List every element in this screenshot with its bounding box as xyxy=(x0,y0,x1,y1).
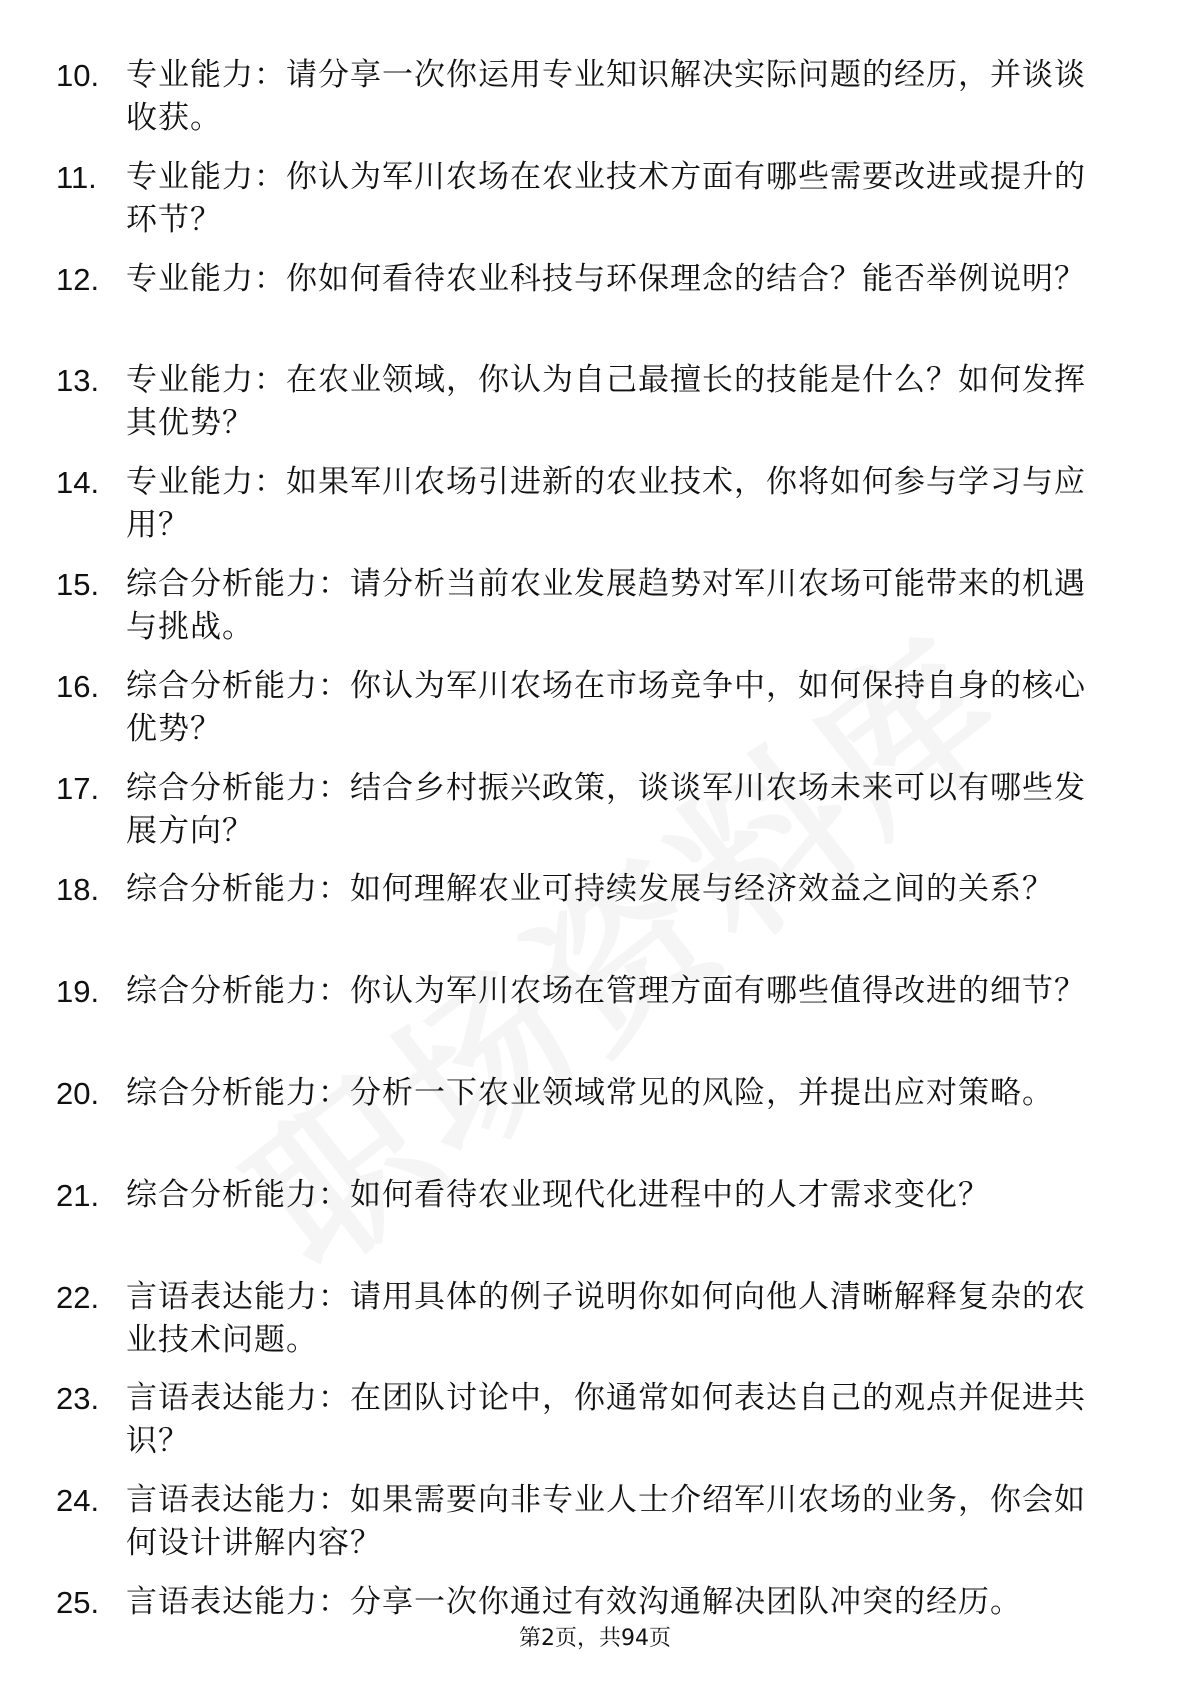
question-number: 22. xyxy=(56,1279,100,1315)
question-number: 19. xyxy=(56,974,100,1010)
question-number: 24. xyxy=(56,1483,100,1519)
question-text: 言语表达能力：如果需要向非专业人士介绍军川农场的业务，你会如何设计讲解内容？ xyxy=(126,1482,1086,1562)
question-text: 言语表达能力：分享一次你通过有效沟通解决团队冲突的经历。 xyxy=(126,1583,1022,1620)
question-item xyxy=(0,557,1190,659)
question-item xyxy=(0,48,1190,150)
question-item xyxy=(0,150,1190,252)
question-item xyxy=(0,761,1190,863)
question-item xyxy=(0,252,1190,354)
question-number: 14. xyxy=(56,465,100,501)
question-number: 13. xyxy=(56,363,100,399)
question-number: 16. xyxy=(56,668,100,704)
question-number: 15. xyxy=(56,566,100,602)
question-text: 综合分析能力：请分析当前农业发展趋势对军川农场可能带来的机遇与挑战。 xyxy=(126,565,1086,645)
question-text: 综合分析能力：你认为军川农场在市场竞争中，如何保持自身的核心优势？ xyxy=(126,667,1086,747)
question-number: 20. xyxy=(56,1075,100,1111)
question-item xyxy=(0,659,1190,761)
question-item xyxy=(0,455,1190,557)
question-number: 17. xyxy=(56,770,100,806)
question-text: 综合分析能力：结合乡村振兴政策，谈谈军川农场未来可以有哪些发展方向？ xyxy=(126,769,1086,849)
question-item xyxy=(0,1066,1190,1168)
question-number: 12. xyxy=(56,261,100,297)
question-number: 10. xyxy=(56,58,100,93)
question-item xyxy=(0,862,1190,964)
question-text: 言语表达能力：请用具体的例子说明你如何向他人清晰解释复杂的农业技术问题。 xyxy=(126,1278,1086,1358)
question-item xyxy=(0,964,1190,1066)
question-text: 专业能力：请分享一次你运用专业知识解决实际问题的经历，并谈谈收获。 xyxy=(126,57,1086,136)
question-item xyxy=(0,1371,1190,1473)
question-list xyxy=(0,48,1190,1677)
question-number: 23. xyxy=(56,1381,100,1417)
question-text: 言语表达能力：在团队讨论中，你通常如何表达自己的观点并促进共识？ xyxy=(126,1380,1086,1460)
question-number: 21. xyxy=(56,1177,100,1213)
question-text: 专业能力：你认为军川农场在农业技术方面有哪些需要改进或提升的环节？ xyxy=(126,158,1086,238)
question-text: 综合分析能力：如何看待农业现代化进程中的人才需求变化？ xyxy=(126,1176,990,1213)
question-number: 11. xyxy=(56,159,97,195)
question-text: 专业能力：你如何看待农业科技与环保理念的结合？能否举例说明？ xyxy=(126,260,1086,297)
question-text: 专业能力：在农业领域，你认为自己最擅长的技能是什么？如何发挥其优势？ xyxy=(126,362,1086,442)
question-text: 综合分析能力：如何理解农业可持续发展与经济效益之间的关系？ xyxy=(126,871,1054,908)
question-item xyxy=(0,1270,1190,1372)
question-number: 25. xyxy=(56,1584,100,1620)
question-item xyxy=(0,1473,1190,1575)
question-text: 专业能力：如果军川农场引进新的农业技术，你将如何参与学习与应用？ xyxy=(126,464,1086,544)
question-item xyxy=(0,1168,1190,1270)
question-number: 18. xyxy=(56,872,100,908)
page-footer: 第2页，共94页 xyxy=(519,1626,671,1651)
question-text: 综合分析能力：分析一下农业领域常见的风险，并提出应对策略。 xyxy=(126,1074,1054,1111)
question-item xyxy=(0,353,1190,455)
question-text: 综合分析能力：你认为军川农场在管理方面有哪些值得改进的细节？ xyxy=(126,973,1086,1010)
